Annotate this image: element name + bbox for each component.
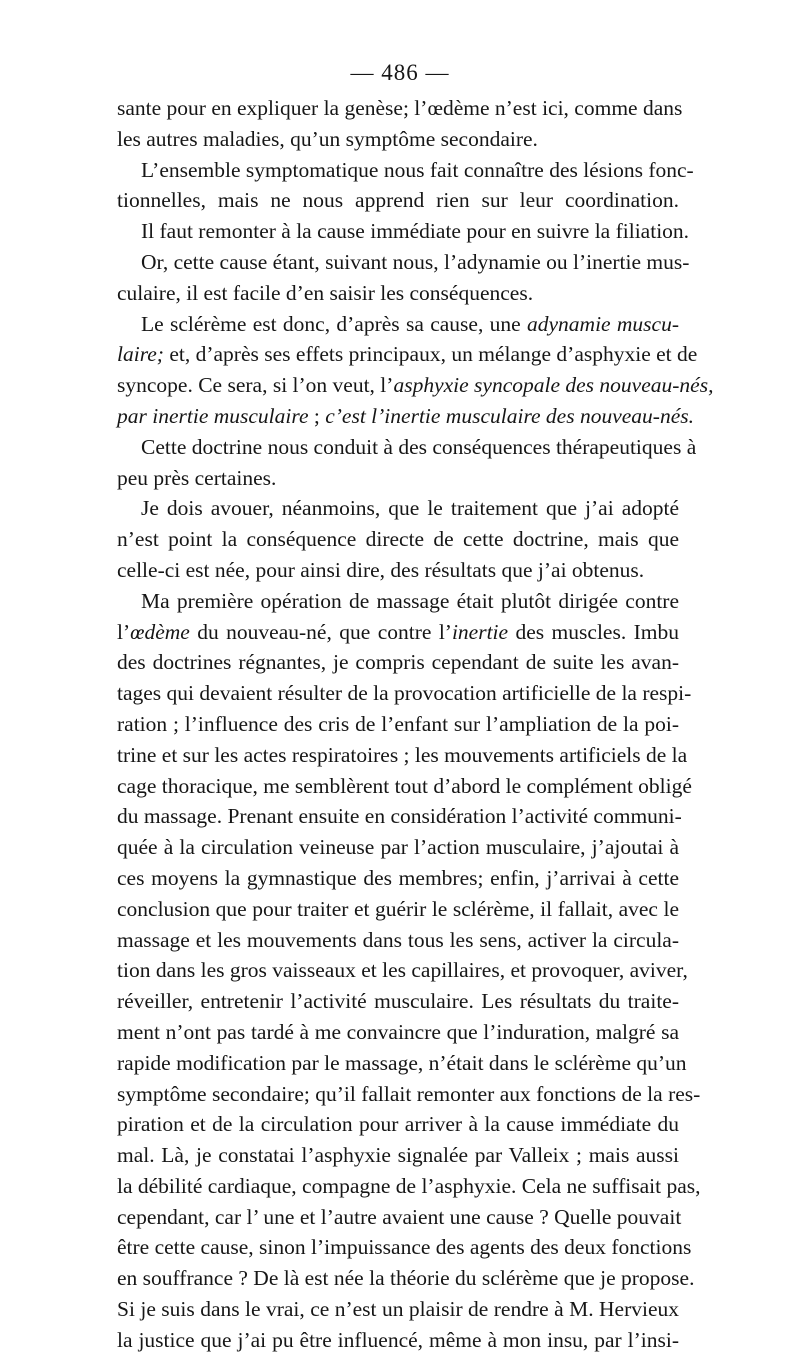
text-line: cage thoracique, me semblèrent tout d’abord le complément obligé: [117, 773, 692, 798]
text-line: peu près certaines.: [117, 465, 277, 490]
text-line: [117, 370, 714, 401]
italic-text: adynamie muscu-: [527, 311, 679, 336]
text-line: réveiller, entretenir l’activité musculaire. Les résultats du traite-: [117, 989, 679, 1014]
text-segment: des muscles. Imbu: [508, 619, 679, 644]
text-segment: et, d’après ses effets principaux, un mélange d’asphyxie et de: [163, 342, 698, 367]
text-line: Si je suis dans le vrai, ce n’est un plaisir de rendre à M. Hervieux: [117, 1297, 679, 1322]
text-segment: l’: [117, 619, 131, 644]
italic-text: œdème: [130, 619, 190, 644]
italic-text: laire;: [117, 342, 164, 367]
text-segment: syncope. Ce sera, si l’on veut, l’: [117, 373, 394, 398]
text-segment: ;: [308, 403, 326, 428]
text-line: Ma première opération de massage était plutôt dirigée contre: [141, 588, 679, 613]
text-line: la justice que j’ai pu être influencé, même à mon insu, par l’insi-: [117, 1327, 679, 1352]
text-line: du massage. Prenant ensuite en considération l’activité communi-: [117, 804, 682, 829]
text-line: Cette doctrine nous conduit à des conséquences thérapeutiques à: [141, 434, 697, 459]
text-line: être cette cause, sinon l’impuissance des agents des deux fonctions: [117, 1235, 692, 1260]
text-line: sante pour en expliquer la genèse; l’œdème n’est ici, comme dans: [117, 96, 683, 120]
text-line: rapide modification par le massage, n’était dans le sclérème qu’un: [117, 1050, 687, 1075]
text-line: ment n’ont pas tardé à me convaincre que l’induration, malgré sa: [117, 1019, 679, 1044]
text-line: Il faut remonter à la cause immédiate pour en suivre la filiation.: [141, 219, 690, 244]
italic-text: inertie: [451, 619, 509, 644]
text-line: n’est point la conséquence directe de cette doctrine, mais que: [117, 527, 679, 552]
text-line: ration ; l’influence des cris de l’enfant sur l’ampliation de la poi-: [117, 711, 679, 736]
text-line: mal. Là, je constatai l’asphyxie signalée par Valleix ; mais aussi: [117, 1143, 679, 1168]
text-line: [117, 339, 698, 370]
italic-text: c’est l’inertie musculaire des nouveau-nés.: [325, 403, 694, 428]
text-segment: Le sclérème est donc, d’après sa cause, une: [141, 311, 527, 336]
italic-text: asphyxie syncopale des nouveau-nés,: [393, 373, 714, 398]
text-line: tages qui devaient résulter de la provocation artificielle de la respi-: [117, 681, 692, 706]
text-segment: du nouveau-né, que contre l’: [189, 619, 452, 644]
text-line: celle-ci est née, pour ainsi dire, des résultats que j’ai obtenus.: [117, 557, 645, 582]
text-line: piration et de la circulation pour arriver à la cause immédiate du: [117, 1112, 679, 1137]
text-line: quée à la circulation veineuse par l’action musculaire, j’ajoutai à: [117, 835, 679, 860]
text-line: [117, 309, 679, 340]
text-line: les autres maladies, qu’un symptôme secondaire.: [117, 126, 538, 151]
text-line: L’ensemble symptomatique nous fait connaître des lésions fonc-: [141, 157, 694, 182]
body-text: [117, 93, 714, 1356]
text-line: [117, 401, 694, 432]
page-number: — 486 —: [350, 60, 450, 85]
text-line: en souffrance ? De là est née la théorie du sclérème que je propose.: [117, 1266, 695, 1291]
text-line: [117, 617, 679, 648]
text-line: Or, cette cause étant, suivant nous, l’adynamie ou l’inertie mus-: [141, 249, 690, 274]
text-line: trine et sur les actes respiratoires ; les mouvements artificiels de la: [117, 742, 688, 767]
text-line: conclusion que pour traiter et guérir le sclérème, il fallait, avec le: [117, 896, 679, 921]
text-line: ces moyens la gymnastique des membres; enfin, j’arrivai à cette: [117, 865, 679, 890]
text-line: symptôme secondaire; qu’il fallait remonter aux fonctions de la res-: [117, 1081, 701, 1106]
text-line: la débilité cardiaque, compagne de l’asphyxie. Cela ne suffisait pas,: [117, 1173, 701, 1198]
text-line: massage et les mouvements dans tous les sens, activer la circula-: [117, 927, 679, 952]
text-line: des doctrines régnantes, je compris cependant de suite les avan-: [117, 650, 679, 675]
text-line: Je dois avouer, néanmoins, que le traitement que j’ai adopté: [141, 496, 679, 521]
text-line: culaire, il est facile d’en saisir les conséquences.: [117, 280, 534, 305]
text-line: cependant, car l’ une et l’autre avaient une cause ? Quelle pouvait: [117, 1204, 682, 1229]
text-line: tionnelles, mais ne nous apprend rien sur leur coordination.: [117, 188, 679, 213]
italic-text: par inertie musculaire: [117, 403, 309, 428]
text-line: tion dans les gros vaisseaux et les capillaires, et provoquer, aviver,: [117, 958, 688, 983]
